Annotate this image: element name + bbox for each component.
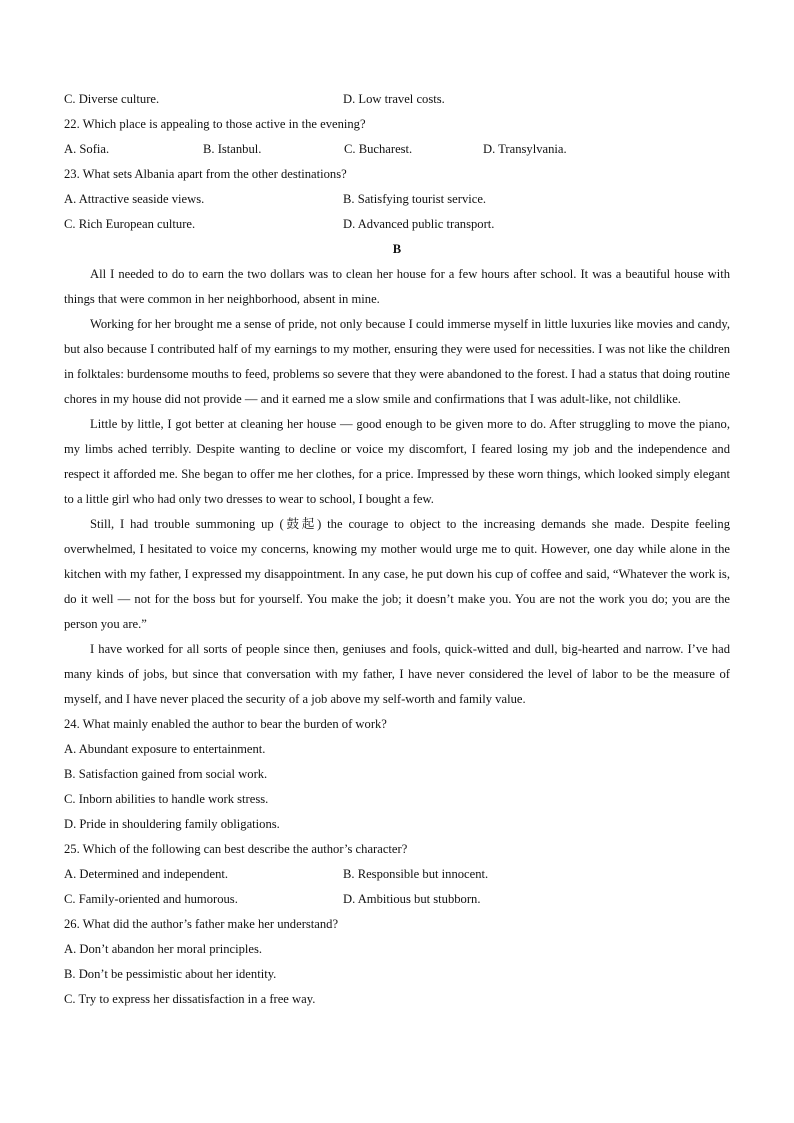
q25-options-row-2: [64, 887, 730, 912]
q22-option-a: A. Sofia.: [64, 142, 110, 156]
q25-option-d: D. Ambitious but stubborn.: [343, 892, 481, 906]
q26-option-b: B. Don’t be pessimistic about her identity.: [64, 967, 277, 981]
q23-options-row-2: [64, 212, 730, 237]
passage-paragraph-3: Little by little, I got better at cleaning her house — good enough to be given more to do. After struggling to move the piano, my limbs ached terribly. Despite wanting to decline or voice my discomfort, I feared losing my job and the independence and respect it afforded me. She began to offer me her clothes, for a price. Impressed by these worn things, which looked simply elegant to a little girl who had only two dresses to wear to school, I bought a few.: [64, 417, 730, 506]
q22-option-b: B. Istanbul.: [203, 142, 262, 156]
q23-option-c: C. Rich European culture.: [64, 217, 196, 231]
q24-option-c: C. Inborn abilities to handle work stress.: [64, 792, 269, 806]
q26-stem: 26. What did the author’s father make her understand?: [64, 917, 339, 931]
exam-page: [64, 87, 730, 1012]
q21-options-row: [64, 87, 730, 112]
q24-option-d: D. Pride in shouldering family obligations.: [64, 817, 280, 831]
q25-options-row-1: [64, 862, 730, 887]
q22-options-row: [64, 137, 730, 162]
q23-option-b: B. Satisfying tourist service.: [343, 192, 487, 206]
q21-option-c: C. Diverse culture.: [64, 92, 160, 106]
q23-option-a: A. Attractive seaside views.: [64, 192, 205, 206]
q25-option-a: A. Determined and independent.: [64, 867, 229, 881]
section-b-heading: B: [392, 242, 402, 256]
q22-stem: 22. Which place is appealing to those active in the evening?: [64, 117, 366, 131]
q21-option-d: D. Low travel costs.: [343, 92, 445, 106]
q24-option-b: B. Satisfaction gained from social work.: [64, 767, 268, 781]
q23-options-row-1: [64, 187, 730, 212]
q23-option-d: D. Advanced public transport.: [343, 217, 495, 231]
passage-paragraph-5: I have worked for all sorts of people since then, geniuses and fools, quick-witted and dull, big-hearted and narrow. I’ve had many kinds of jobs, but since that conversation with my father, I have never considered the level of labor to be the measure of myself, and I have never placed the security of a job above my self-worth and family value.: [64, 642, 730, 706]
q24-option-a: A. Abundant exposure to entertainment.: [64, 742, 266, 756]
q25-option-c: C. Family-oriented and humorous.: [64, 892, 238, 906]
q25-stem: 25. Which of the following can best describe the author’s character?: [64, 842, 408, 856]
q23-stem: 23. What sets Albania apart from the other destinations?: [64, 167, 347, 181]
q22-option-c: C. Bucharest.: [344, 142, 413, 156]
q26-option-c: C. Try to express her dissatisfaction in a free way.: [64, 992, 316, 1006]
q26-option-a: A. Don’t abandon her moral principles.: [64, 942, 263, 956]
passage-paragraph-4: Still, I had trouble summoning up (鼓起) the courage to object to the increasing demands she made. Despite feeling overwhelmed, I hesitated to voice my concerns, knowing my mother would urge me to quit. However, one day while alone in the kitchen with my father, I expressed my disappointment. In any case, he put down his cup of coffee and said, “Whatever the work is, do it well — not for the boss but for yourself. You make the job; it doesn’t make you. You are not the work you do; you are the person you are.”: [64, 517, 730, 631]
q25-option-b: B. Responsible but innocent.: [343, 867, 489, 881]
passage-paragraph-1: All I needed to do to earn the two dollars was to clean her house for a few hours after school. It was a beautiful house with things that were common in her neighborhood, absent in mine.: [64, 267, 730, 306]
q22-option-d: D. Transylvania.: [483, 142, 567, 156]
passage-paragraph-2: Working for her brought me a sense of pride, not only because I could immerse myself in little luxuries like movies and candy, but also because I contributed half of my earnings to my mother, ensuring they were used for necessities. I was not like the children in folktales: burdensome mouths to feed, problems so severe that they were abandoned to the forest. I had a status that doing routine chores in my house did not provide — and it earned me a slow smile and confirmations that I was adult-like, not childlike.: [64, 317, 730, 406]
q24-stem: 24. What mainly enabled the author to bear the burden of work?: [64, 717, 387, 731]
